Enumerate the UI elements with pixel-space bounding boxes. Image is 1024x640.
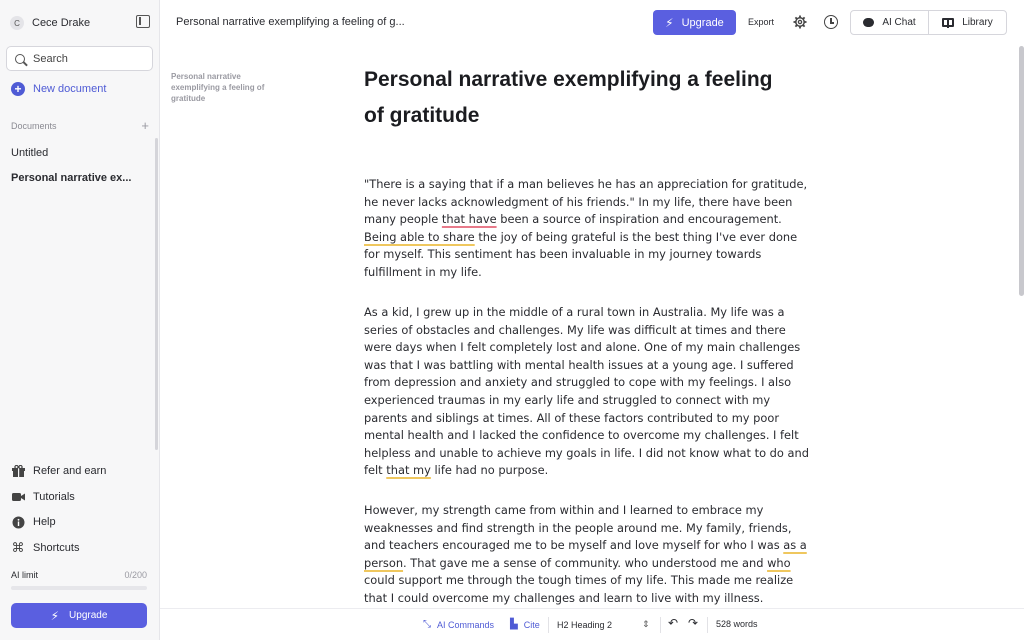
heading-style-value: H2 Heading 2: [557, 619, 613, 630]
text-run: the joy of being grateful is the best thing I've ever done for myself. This sentiment has been invaluable in my journey towards fulfillment in my life.: [364, 229, 798, 279]
paragraph-1[interactable]: [364, 176, 816, 282]
lightning-icon: ⚡︎: [50, 608, 60, 623]
upgrade-button[interactable]: [653, 10, 736, 35]
heading-style-select[interactable]: [557, 619, 650, 630]
refer-and-earn-link[interactable]: [11, 464, 106, 478]
editor[interactable]: [160, 46, 1020, 608]
bottom-toolbar: [160, 608, 1024, 640]
divider: [548, 617, 549, 633]
search-placeholder: Search: [33, 52, 68, 65]
document-item-active[interactable]: Personal narrative ex...: [11, 172, 132, 184]
video-icon: [11, 490, 25, 504]
divider: [660, 617, 661, 633]
shortcuts-link[interactable]: [11, 541, 79, 555]
help-label: Help: [33, 516, 56, 528]
document-title-breadcrumb: Personal narrative exemplifying a feeling of g...: [176, 16, 405, 28]
cite-button[interactable]: [510, 619, 540, 630]
cite-book-icon: ▙: [510, 619, 518, 630]
gear-icon[interactable]: [793, 15, 807, 29]
book-icon: [942, 18, 954, 27]
upgrade-label: Upgrade: [681, 16, 724, 29]
style-suggestion[interactable]: Being able to share: [364, 229, 475, 244]
word-count: 528 words: [716, 619, 758, 629]
outline-heading[interactable]: Personal narrative exemplifying a feeling of gratitude: [171, 72, 265, 103]
text-run: However, my strength came from within and I learned to embrace my weaknesses and find strength in the people around me. My family, friends, and teachers encouraged me to be myself and love myself for who I was: [364, 503, 792, 553]
text-run: "There is a saying that if a man believes he has an appreciation for gratitude, he never lacks acknowledgment of his friends." In my life, there have been many people: [364, 177, 808, 227]
paragraph-3[interactable]: [364, 502, 816, 608]
search-input[interactable]: [6, 46, 153, 71]
editor-scrollbar[interactable]: [1019, 46, 1024, 296]
avatar: C: [10, 16, 24, 30]
plus-circle-icon: +: [11, 82, 25, 96]
export-button[interactable]: Export: [748, 17, 775, 27]
style-suggestion[interactable]: as a person: [364, 538, 807, 570]
ai-limit-label: AI limit: [11, 570, 38, 580]
paragraph-2[interactable]: [364, 304, 816, 480]
library-button[interactable]: [928, 11, 1006, 34]
refer-and-earn-label: Refer and earn: [33, 465, 107, 477]
document-item[interactable]: Untitled: [11, 147, 49, 159]
new-document-label: New document: [33, 83, 107, 95]
documents-header: [11, 118, 149, 133]
text-run: As a kid, I grew up in the middle of a rural town in Australia. My life was a series of obstacles and challenges. My life was difficult at times and there were days when I felt completely lost and alone. One of my main challenges was that I was battling with mental health issues at a young age. I suffered from depression and anxiety and struggled to cope with my feelings. I also experienced traumas in my early life and struggled to connect with my parents and siblings at times. All of these factors contributed to my poor mental health and I lacked the confidence to overcome my challenges. I felt helpless and unable to achieve my goals in life. I did not know what to do and felt: [364, 305, 809, 478]
sidebar-upgrade-button[interactable]: [11, 603, 147, 628]
ai-limit-count: 0/200: [124, 570, 147, 580]
redo-icon[interactable]: ↷: [688, 616, 699, 630]
user-name: Cece Drake: [32, 17, 91, 29]
command-icon: ⌘: [11, 540, 25, 555]
chat-bubble-icon: [863, 18, 874, 27]
info-icon: [11, 515, 25, 529]
help-link[interactable]: [11, 515, 56, 529]
ai-limit: [11, 570, 147, 580]
ai-commands-button[interactable]: [423, 619, 494, 630]
library-label: Library: [962, 17, 993, 28]
sidebar-upgrade-label: Upgrade: [69, 610, 108, 621]
divider: [707, 617, 708, 633]
sidebar-toggle-icon[interactable]: [136, 15, 150, 28]
ai-chat-button[interactable]: [851, 11, 928, 34]
sidebar-scrollbar[interactable]: [155, 138, 158, 450]
tutorials-link[interactable]: [11, 490, 75, 504]
chevron-updown-icon: ⇕: [642, 619, 650, 629]
tutorials-label: Tutorials: [33, 491, 75, 503]
top-bar: [160, 0, 1024, 46]
search-icon: [15, 54, 25, 64]
style-suggestion[interactable]: that my: [386, 463, 431, 478]
text-run: could support me through the tough times of my life. This made me realize that I could overcome my challenges and learn to live with my illness.: [364, 573, 794, 605]
shortcuts-label: Shortcuts: [33, 542, 80, 554]
history-clock-icon[interactable]: [824, 15, 838, 29]
undo-icon[interactable]: ↶: [668, 616, 679, 630]
text-run: been a source of inspiration and encouragement.: [496, 212, 782, 227]
ai-commands-label: AI Commands: [437, 619, 495, 630]
text-run: life had no purpose.: [430, 463, 549, 478]
grammar-suggestion[interactable]: that have: [441, 212, 497, 227]
new-document-button[interactable]: [11, 82, 106, 96]
text-run: . That gave me a sense of community. who understood me and: [403, 555, 768, 570]
sparkle-icon: ⤡: [423, 619, 431, 630]
documents-title: Documents: [11, 121, 57, 131]
ai-chat-label: AI Chat: [882, 17, 916, 28]
document-title[interactable]: Personal narrative exemplifying a feeling of gratitude: [364, 68, 773, 127]
panel-switcher: [850, 10, 1007, 35]
gift-icon: [11, 464, 25, 478]
add-document-icon[interactable]: +: [141, 118, 149, 133]
lightning-icon: ⚡︎: [665, 15, 674, 30]
style-suggestion[interactable]: who: [767, 555, 791, 570]
user-menu[interactable]: [10, 13, 152, 33]
cite-label: Cite: [523, 619, 540, 630]
sidebar: [0, 0, 160, 640]
ai-limit-progress: [11, 586, 147, 590]
